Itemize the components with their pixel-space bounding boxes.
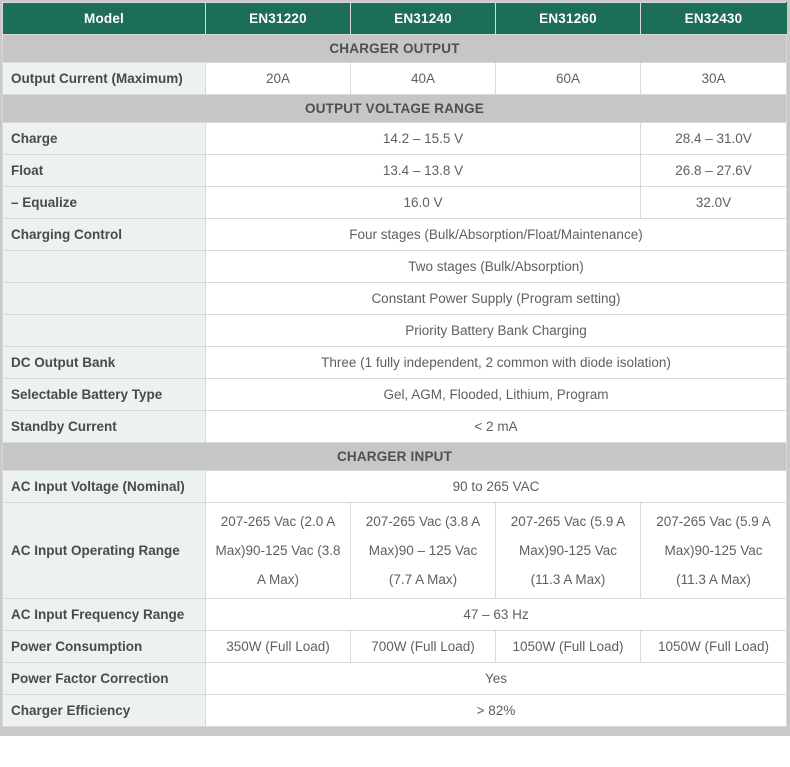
table-row <box>3 695 787 727</box>
row-label: Power Consumption <box>3 631 206 663</box>
table-row <box>3 123 787 155</box>
spec-table-body <box>3 35 787 727</box>
value-cell: 1050W (Full Load) <box>496 631 641 663</box>
value-cell: 28.4 – 31.0V <box>641 123 787 155</box>
table-row <box>3 347 787 379</box>
row-label <box>3 283 206 315</box>
table-row <box>3 599 787 631</box>
row-label: Charging Control <box>3 219 206 251</box>
model-column-header: EN32430 <box>641 3 787 35</box>
value-cell: > 82% <box>206 695 787 727</box>
section-row <box>3 95 787 123</box>
value-cell: Yes <box>206 663 787 695</box>
value-cell: 20A <box>206 63 351 95</box>
value-cell: 13.4 – 13.8 V <box>206 155 641 187</box>
value-cell: 207-265 Vac (2.0 A Max)90-125 Vac (3.8 A Max) <box>206 503 351 599</box>
section-title: OUTPUT VOLTAGE RANGE <box>3 95 787 123</box>
row-label: Charger Efficiency <box>3 695 206 727</box>
value-cell: Priority Battery Bank Charging <box>206 315 787 347</box>
value-cell: 350W (Full Load) <box>206 631 351 663</box>
value-cell: 47 – 63 Hz <box>206 599 787 631</box>
value-cell: 90 to 265 VAC <box>206 471 787 503</box>
row-label: AC Input Operating Range <box>3 503 206 599</box>
value-cell: 207-265 Vac (5.9 A Max)90-125 Vac (11.3 A Max) <box>496 503 641 599</box>
table-row <box>3 471 787 503</box>
table-row <box>3 315 787 347</box>
table-row <box>3 251 787 283</box>
table-row <box>3 411 787 443</box>
value-cell: Constant Power Supply (Program setting) <box>206 283 787 315</box>
table-row <box>3 631 787 663</box>
model-column-header: EN31260 <box>496 3 641 35</box>
model-header-cell: Model <box>3 3 206 35</box>
section-title: CHARGER OUTPUT <box>3 35 787 63</box>
value-cell: Two stages (Bulk/Absorption) <box>206 251 787 283</box>
table-row <box>3 63 787 95</box>
table-row <box>3 379 787 411</box>
value-cell: < 2 mA <box>206 411 787 443</box>
row-label: AC Input Voltage (Nominal) <box>3 471 206 503</box>
table-row <box>3 283 787 315</box>
row-label: Standby Current <box>3 411 206 443</box>
value-cell: 32.0V <box>641 187 787 219</box>
table-row <box>3 155 787 187</box>
value-cell: Three (1 fully independent, 2 common with diode isolation) <box>206 347 787 379</box>
model-column-header: EN31240 <box>351 3 496 35</box>
value-cell: 14.2 – 15.5 V <box>206 123 641 155</box>
section-row <box>3 443 787 471</box>
row-label: Power Factor Correction <box>3 663 206 695</box>
row-label: AC Input Frequency Range <box>3 599 206 631</box>
row-label: Selectable Battery Type <box>3 379 206 411</box>
value-cell: 1050W (Full Load) <box>641 631 787 663</box>
row-label <box>3 251 206 283</box>
value-cell: 40A <box>351 63 496 95</box>
row-label: DC Output Bank <box>3 347 206 379</box>
row-label: – Equalize <box>3 187 206 219</box>
row-label: Output Current (Maximum) <box>3 63 206 95</box>
header-row <box>3 3 787 35</box>
table-row <box>3 503 787 599</box>
value-cell: Gel, AGM, Flooded, Lithium, Program <box>206 379 787 411</box>
spec-table <box>2 2 787 727</box>
row-label: Float <box>3 155 206 187</box>
value-cell: 30A <box>641 63 787 95</box>
table-row <box>3 187 787 219</box>
value-cell: 207-265 Vac (3.8 A Max)90 – 125 Vac (7.7 A Max) <box>351 503 496 599</box>
value-cell: 700W (Full Load) <box>351 631 496 663</box>
section-row <box>3 35 787 63</box>
value-cell: 16.0 V <box>206 187 641 219</box>
table-row <box>3 219 787 251</box>
value-cell: 26.8 – 27.6V <box>641 155 787 187</box>
table-row <box>3 663 787 695</box>
section-title: CHARGER INPUT <box>3 443 787 471</box>
value-cell: Four stages (Bulk/Absorption/Float/Maintenance) <box>206 219 787 251</box>
model-column-header: EN31220 <box>206 3 351 35</box>
row-label: Charge <box>3 123 206 155</box>
value-cell: 207-265 Vac (5.9 A Max)90-125 Vac (11.3 A Max) <box>641 503 787 599</box>
row-label <box>3 315 206 347</box>
value-cell: 60A <box>496 63 641 95</box>
